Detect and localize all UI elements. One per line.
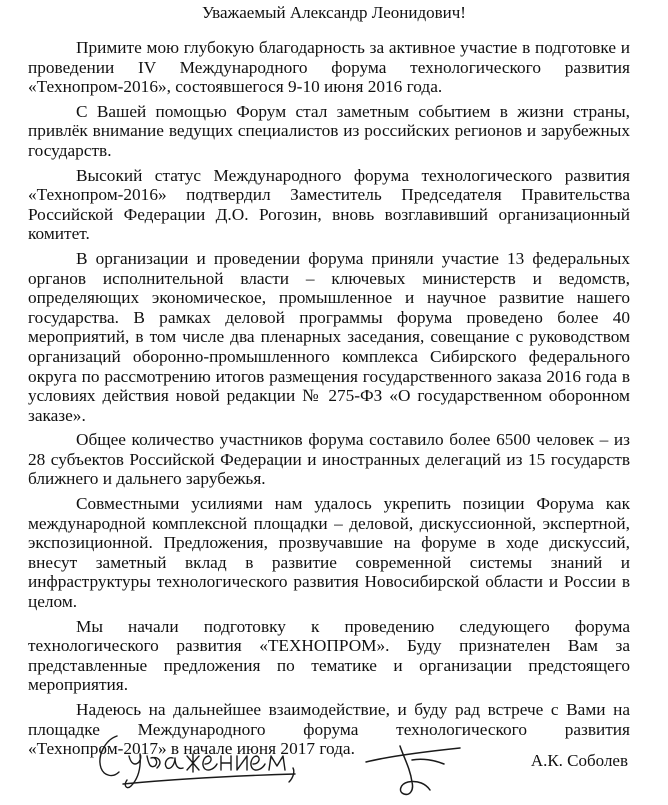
signer-name: А.К. Соболев [530, 751, 628, 770]
paragraph-status: Высокий статус Международного форума технологического развития «Технопром-2016» подтвердил Заместитель Председателя Правительства Российской Федерации Д.О. Рогозин, вновь возглавивший организационный комитет. [28, 165, 630, 244]
paragraph-organization: В организации и проведении форума приняли участие 13 федеральных органов исполнительной власти – ключевых министерств и ведомств, определяющих экономическое, промышленное и научное развитие нашего государства. В рамках деловой программы форума проведено более 40 мероприятий, в том числе два пленарных заседания, совещание с руководством организаций оборонно-промышленного комплекса Сибирского федерального округа по рассмотрению итогов размещения государственного заказа 2016 года в условиях действия новой редакции № 275-ФЗ «О государственном оборонном заказе». [28, 248, 630, 425]
paragraph-participants: Общее количество участников форума составило более 6500 человек – из 28 субъектов Российской Федерации и иностранных делегаций из 15 государств ближнего и дальнего зарубежья. [28, 430, 630, 489]
signature-mark [360, 738, 470, 800]
salutation: Уважаемый Александр Леонидович! [202, 3, 466, 22]
handwritten-closing-signature [95, 726, 325, 796]
paragraph-gratitude: Примите мою глубокую благодарность за активное участие в подготовке и проведении IV Международного форума технологического развития «Технопром-2016», состоявшегося 9-10 июня 2016 года. [28, 38, 630, 97]
paragraph-forum-event: С Вашей помощью Форум стал заметным событием в жизни страны, привлёк внимание ведущих специалистов из российских регионов и зарубежных государств. [28, 101, 630, 160]
paragraph-closing: Надеюсь на дальнейшее взаимодействие, и буду рад встрече с Вами на площадке Международного форума технологического развития «Технопром-2017» в начале июня 2017 года. [28, 700, 630, 759]
paragraph-joint-efforts: Совместными усилиями нам удалось укрепить позиции Форума как международной комплексной площадки – деловой, дискуссионной, экспертной, экспозиционной. Предложения, прозвучавшие на форуме в ходе дискуссий, внесут заметный вклад в развитие современной системы знаний и инфраструктуры технологического развития Новосибирской области и России в целом. [28, 494, 630, 612]
letter-body [28, 38, 630, 764]
paragraph-next-forum: Мы начали подготовку к проведению следующего форума технологического развития «ТЕХНОПРОМ». Буду признателен Вам за представленные предложения по тематике и организации предстоящего мероприятия. [28, 616, 630, 695]
